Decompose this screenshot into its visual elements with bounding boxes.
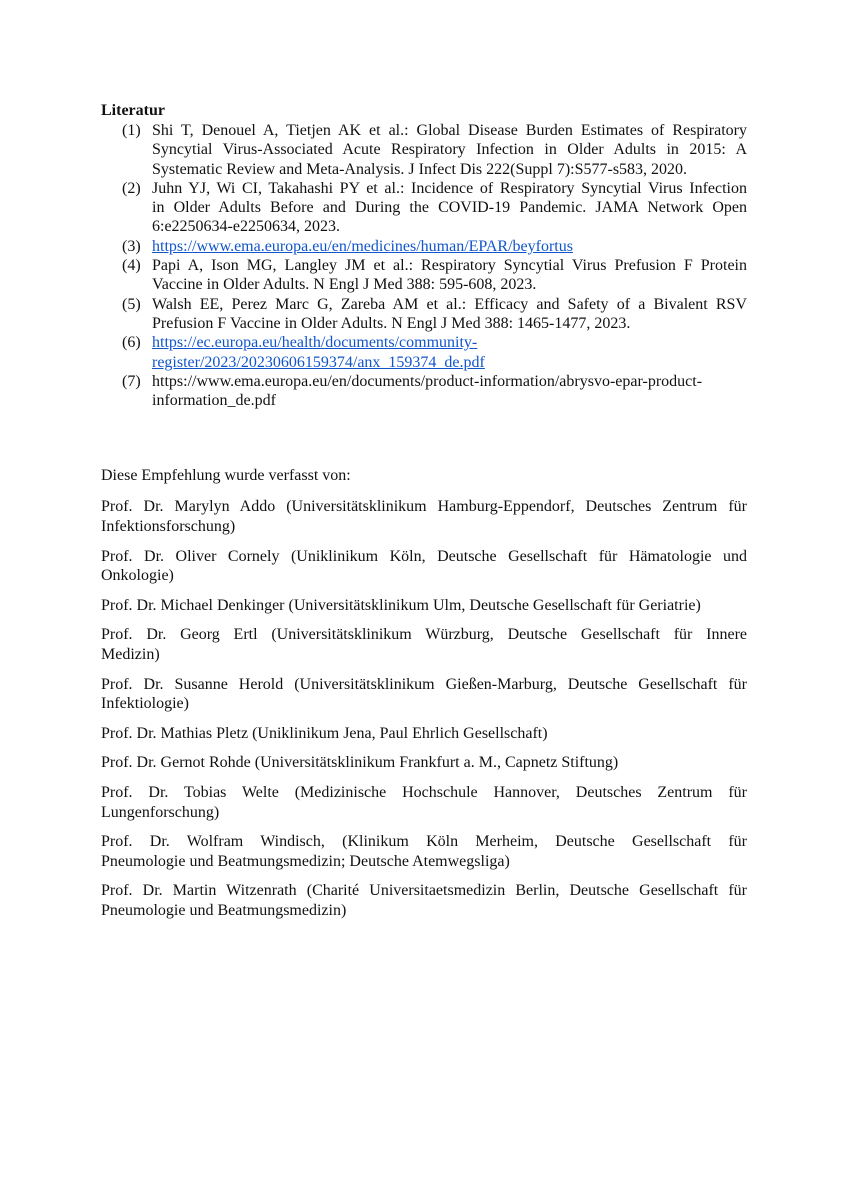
- reference-number: (7): [122, 372, 141, 390]
- document-page: [101, 101, 747, 931]
- author-entry: [101, 753, 747, 772]
- reference-list: [101, 121, 747, 410]
- author-text-line: Onkologie): [101, 566, 174, 584]
- author-entry: [101, 625, 747, 664]
- reference-text-line: Juhn YJ, Wi CI, Takahashi PY et al.: Incidence of Respiratory Syncytial Virus Infection: [152, 179, 747, 197]
- author-text-line: Pneumologie und Beatmungsmedizin; Deutsche Atemwegsliga): [101, 852, 510, 870]
- reference-text-line: Systematic Review and Meta-Analysis. J Infect Dis 222(Suppl 7):S577-s583, 2020.: [152, 160, 688, 178]
- reference-link[interactable]: [152, 237, 747, 256]
- reference-text-line: Shi T, Denouel A, Tietjen AK et al.: Global Disease Burden Estimates of Respiratory: [152, 122, 747, 139]
- author-text-line: Prof. Dr. Gernot Rohde (Universitätsklinikum Frankfurt a. M., Capnetz Stiftung): [101, 754, 619, 772]
- reference-number: (6): [122, 334, 141, 352]
- reference-text-line: Walsh EE, Perez Marc G, Zareba AM et al.: Efficacy and Safety of a Bivalent RSV: [152, 295, 747, 313]
- reference-number: (4): [122, 257, 141, 275]
- reference-item: [101, 333, 747, 372]
- reference-item: [101, 179, 747, 237]
- reference-text-line: Syncytial Virus-Associated Acute Respiratory Infection in Older Adults in 2015: A: [152, 141, 747, 159]
- reference-item: [101, 295, 747, 334]
- section-spacer: [101, 410, 747, 466]
- references-heading: Literatur: [101, 102, 165, 119]
- reference-number: (5): [122, 295, 141, 313]
- reference-text-line: in Older Adults Before and During the COVID-19 Pandemic. JAMA Network Open: [152, 199, 747, 217]
- reference-text-line: Papi A, Ison MG, Langley JM et al.: Respiratory Syncytial Virus Prefusion F Protein: [152, 257, 747, 275]
- author-text-line: Prof. Dr. Martin Witzenrath (Charité Universitaetsmedizin Berlin, Deutsche Gesellschaft für: [101, 882, 747, 900]
- author-list: [101, 497, 747, 920]
- reference-text-line: https://www.ema.europa.eu/en/medicines/human/EPAR/beyfortus: [152, 237, 573, 255]
- author-text-line: Infektionsforschung): [101, 517, 236, 535]
- reference-text-line: Vaccine in Older Adults. N Engl J Med 388: 595-608, 2023.: [152, 276, 537, 294]
- author-text-line: Pneumologie und Beatmungsmedizin): [101, 901, 347, 919]
- author-text-line: Prof. Dr. Mathias Pletz (Uniklinikum Jena, Paul Ehrlich Gesellschaft): [101, 724, 548, 742]
- author-text-line: Prof. Dr. Oliver Cornely (Uniklinikum Köln, Deutsche Gesellschaft für Hämatologie und: [101, 547, 747, 565]
- authors-intro: Diese Empfehlung wurde verfasst von:: [101, 467, 351, 485]
- reference-number: (1): [122, 122, 141, 139]
- reference-text-line: information_de.pdf: [152, 392, 276, 410]
- author-text-line: Prof. Dr. Marylyn Addo (Universitätsklinikum Hamburg-Eppendorf, Deutsches Zentrum für: [101, 498, 747, 516]
- author-text-line: Prof. Dr. Georg Ertl (Universitätsklinikum Würzburg, Deutsche Gesellschaft für Innere: [101, 626, 747, 644]
- reference-item: [101, 372, 747, 411]
- reference-item: [101, 256, 747, 295]
- reference-text-line: https://www.ema.europa.eu/en/documents/product-information/abrysvo-epar-product-: [152, 372, 703, 390]
- author-text-line: Lungenforschung): [101, 803, 220, 821]
- author-entry: [101, 596, 747, 615]
- author-entry: [101, 547, 747, 586]
- author-entry: [101, 497, 747, 536]
- reference-text-line: 6:e2250634-e2250634, 2023.: [152, 218, 340, 236]
- author-text-line: Prof. Dr. Tobias Welte (Medizinische Hochschule Hannover, Deutsches Zentrum für: [101, 784, 747, 802]
- reference-number: (3): [122, 237, 141, 255]
- author-entry: [101, 881, 747, 920]
- reference-item: [101, 237, 747, 256]
- author-entry: [101, 724, 747, 743]
- author-text-line: Prof. Dr. Michael Denkinger (Universitätsklinikum Ulm, Deutsche Gesellschaft für Geriatrie): [101, 596, 701, 614]
- author-entry: [101, 832, 747, 871]
- reference-text-line: https://ec.europa.eu/health/documents/community-: [152, 334, 478, 352]
- reference-link[interactable]: [152, 333, 747, 372]
- author-entry: [101, 675, 747, 714]
- author-entry: [101, 783, 747, 822]
- author-text-line: Prof. Dr. Susanne Herold (Universitätsklinikum Gießen-Marburg, Deutsche Gesellschaft für: [101, 675, 747, 693]
- author-text-line: Infektiologie): [101, 694, 189, 712]
- reference-text-line: Prefusion F Vaccine in Older Adults. N Engl J Med 388: 1465-1477, 2023.: [152, 314, 631, 332]
- reference-item: [101, 121, 747, 179]
- author-text-line: Prof. Dr. Wolfram Windisch, (Klinikum Köln Merheim, Deutsche Gesellschaft für: [101, 833, 747, 851]
- reference-number: (2): [122, 179, 141, 197]
- reference-text-line: register/2023/20230606159374/anx_159374_de.pdf: [152, 353, 485, 371]
- author-text-line: Medizin): [101, 645, 160, 663]
